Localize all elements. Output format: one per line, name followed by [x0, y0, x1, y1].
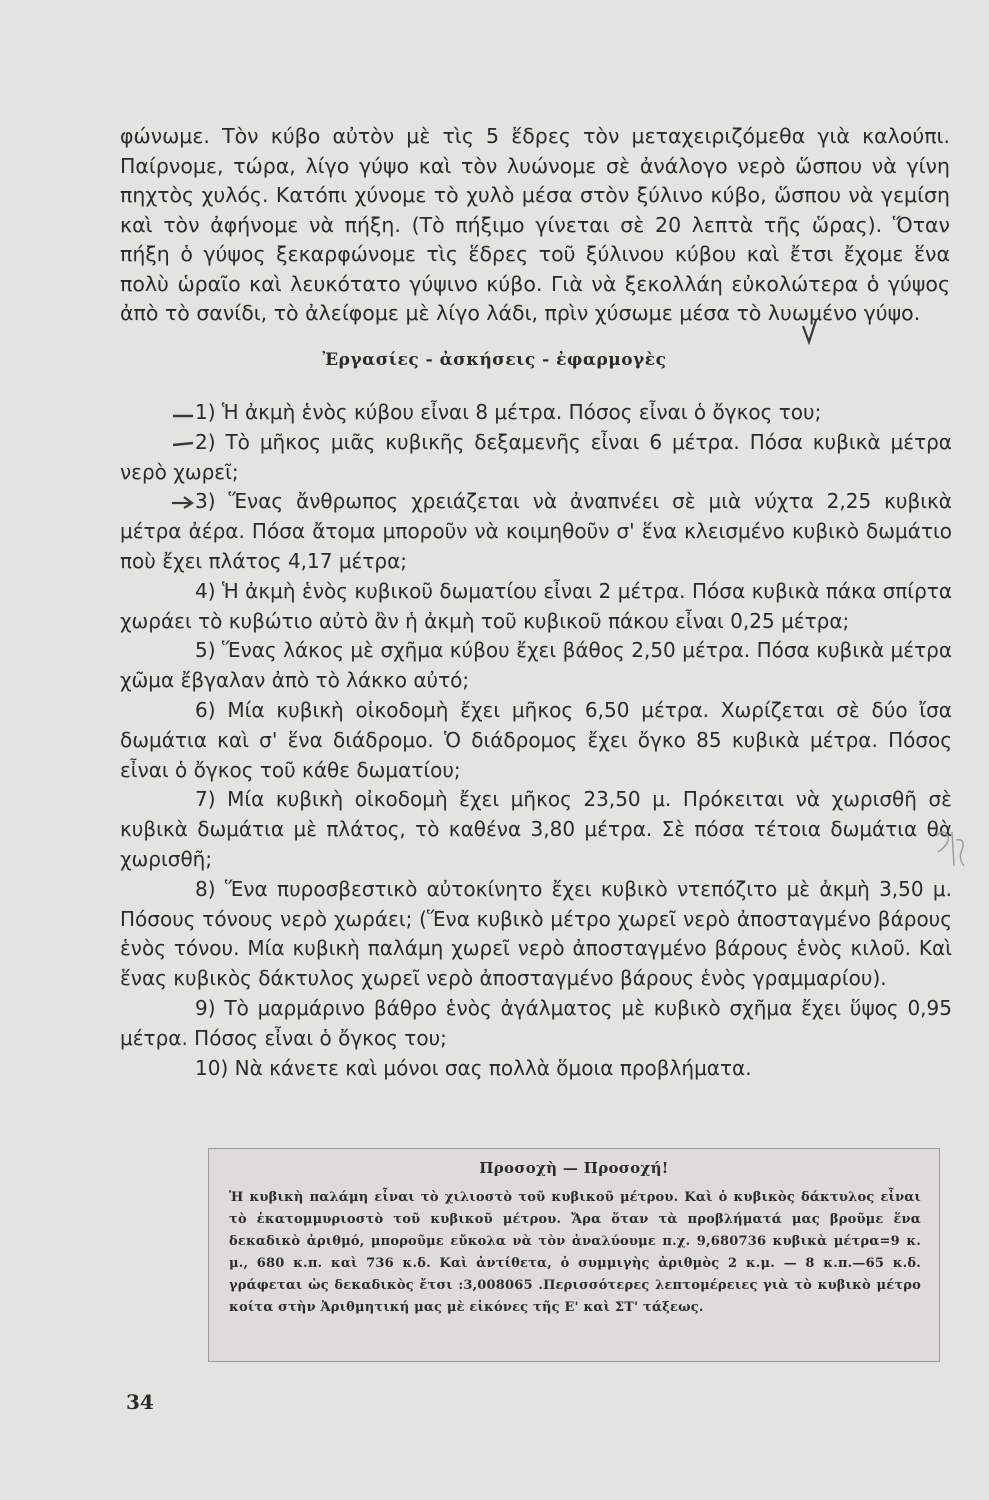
section-title: Ἐργασίες - ἀσκήσεις - ἐφαρμογὲς [322, 350, 667, 370]
pencil-scribble [930, 826, 970, 872]
exercise-2: 2) Τὸ μῆκος μιᾶς κυβικῆς δεξαμενῆς εἶναι 6 μέτρα. Πόσα κυβικὰ μέτρα νερὸ χωρεῖ; [120, 429, 952, 484]
exercise-5: 5) Ἕνας λάκος μὲ σχῆμα κύβου ἔχει βάθος 2,50 μέτρα. Πόσα κυβικὰ μέτρα χῶμα ἔβγαλαν ἀπὸ τὸ λάκκο αὐτό; [120, 638, 952, 693]
exercise-7: 7) Μία κυβικὴ οἰκοδομὴ ἔχει μῆκος 23,50 μ. Πρόκειται νὰ χωρισθῆ σὲ κυβικὰ δωμάτια μὲ πλάτος, τὸ καθένα 3,80 μέτρα. Σὲ πόσα τέτοια δωμάτια θὰ χωρισθῆ; [120, 787, 952, 871]
handwritten-check-mark [800, 318, 820, 346]
exercise-6: 6) Μία κυβικὴ οἰκοδομὴ ἔχει μῆκος 6,50 μέτρα. Χωρίζεται σὲ δύο ἴσα δωμάτια καὶ σ' ἕνα διάδρομο. Ὁ διάδρομος ἔχει ὄγκο 85 κυβικὰ μέτρα. Πόσος εἶναι ὁ ὄγκος τοῦ κάθε δωματίου; [120, 697, 952, 782]
exercise-4: 4) Ἡ ἀκμὴ ἑνὸς κυβικοῦ δωματίου εἶναι 2 μέτρα. Πόσα κυβικὰ πάκα σπίρτα χωράει τὸ κυβώτιο αὐτὸ ἂν ἡ ἀκμὴ τοῦ κυβικοῦ πάκου εἶναι 0,25 μέτρα; [120, 578, 952, 633]
intro-text: φώνωμε. Τὸν κύβο αὐτὸν μὲ τὶς 5 ἕδρες τὸν μεταχειριζόμεθα γιὰ καλούπι. Παίρνομε, τώρα, λίγο γύψο καὶ τὸν λυώνομε σὲ ἀνάλογο νερὸ ὥσπου νὰ γίνη πηχτὸς χυλός. Κατόπι χύνομε τὸ χυλὸ μέσα στὸν ξύλινο κύβο, ὥσπου νὰ γεμίση καὶ τὸν ἀφήνομε νὰ πήξη. (Τὸ πήξιμο γίνεται σὲ 20 λεπτὰ τῆς ὥρας). Ὅταν πήξη ὁ γύψος ξεκαρφώνομε τὶς ἕδρες τοῦ ξύλινου κύβου καὶ ἔτσι ἔχομε ἕνα πολὺ ὡραῖο καὶ λευκότατο γύψινο κύβο. Γιὰ νὰ ξεκολλάη εὐκολώτερα ὁ γύψος ἀπὸ τὸ σανίδι, τὸ ἀλείφομε μὲ λίγο λάδι, πρὶν χύσωμε μέσα τὸ λυωμένο γύψο. [120, 124, 950, 325]
page-number: 34 [126, 1390, 154, 1414]
exercise-8: 8) Ἕνα πυροσβεστικὸ αὐτοκίνητο ἔχει κυβικὸ ντεπόζιτο μὲ ἀκμὴ 3,50 μ. Πόσους τόνους νερὸ χωράει; (Ἕνα κυβικὸ μέτρο χωρεῖ νερὸ ἀποσταγμένο βάρους ἑνὸς τόνου. Μία κυβικὴ παλάμη χωρεῖ νερὸ ἀποσταγμένο βάρους ἑνὸς κιλοῦ. Καὶ ἕνας κυβικὸς δάκτυλος χωρεῖ νερὸ ἀποσταγμένο βάρους ἑνὸς γραμμαρίου). [120, 876, 952, 991]
exercise-9: 9) Τὸ μαρμάρινο βάθρο ἑνὸς ἀγάλματος μὲ κυβικὸ σχῆμα ἔχει ὕψος 0,95 μέτρα. Πόσος εἶναι ὁ ὄγκος του; [120, 995, 952, 1050]
note-body: Ἡ κυβικὴ παλάμη εἶναι τὸ χιλιοστὸ τοῦ κυβικοῦ μέτρου. Καὶ ὁ κυβικὸς δάκτυλος εἶναι τὸ ἑκατομμυριοστὸ τοῦ κυβικοῦ μέτρου. Ἄρα ὅταν τὰ προβλήματά μας βροῦμε ἕνα δεκαδικὸ ἀριθμό, μποροῦμε εὔκολα νὰ τὸν ἀναλύουμε π.χ. 9,680736 κυβικὰ μέτρα=9 κ. μ., 680 κ.π. καὶ 736 κ.δ. Καὶ ἀντίθετα, ὁ συμμιγὴς ἀριθμὸς 2 κ.μ. — 8 κ.π.—65 κ.δ. γράφεται ὡς δεκαδικὸς ἔτσι :3,008065 .Περισσότερες λεπτομέρειες γιὰ τὸ κυβικὸ μέτρο κοίτα στὴν Ἀριθμητική μας μὲ εἰκόνες τῆς Ε' καὶ ΣΤ' τάξεως. [229, 1190, 921, 1315]
exercise-10: 10) Νὰ κάνετε καὶ μόνοι σας πολλὰ ὅμοια προβλήματα. [195, 1055, 752, 1080]
attention-note-box [208, 1148, 940, 1362]
exercise-1: 1) Ἡ ἀκμὴ ἑνὸς κύβου εἶναι 8 μέτρα. Πόσος εἶναι ὁ ὄγκος του; [195, 400, 822, 424]
intro-paragraph [120, 122, 950, 329]
exercise-3: 3) Ἕνας ἄνθρωπος χρειάζεται νὰ ἀναπνέει σὲ μιὰ νύχτα 2,25 κυβικὰ μέτρα ἀέρα. Πόσα ἄτομα μποροῦν νὰ κοιμηθοῦν σ' ἕνα κλεισμένο κυβικὸ δωμάτιο ποὺ ἔχει πλάτος 4,17 μέτρα; [120, 489, 952, 573]
exercises-list [120, 398, 952, 1083]
note-title: Προσοχὴ — Προσοχή! [479, 1159, 669, 1177]
